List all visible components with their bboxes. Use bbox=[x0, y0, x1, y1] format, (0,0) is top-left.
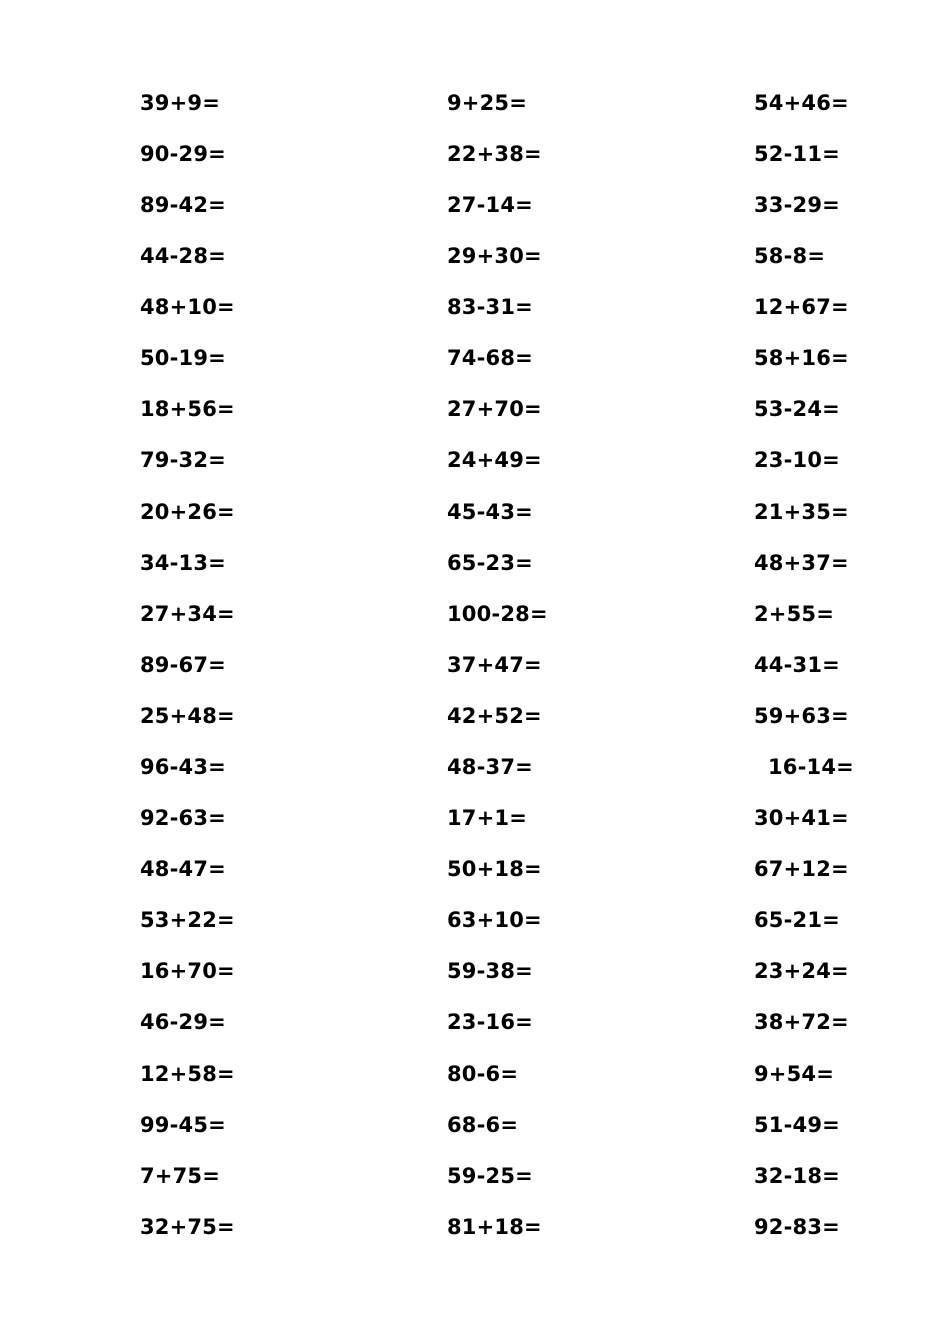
problem-row bbox=[0, 1162, 950, 1202]
problem-row bbox=[0, 957, 950, 997]
problem: 45-43= bbox=[447, 500, 533, 524]
problem: 34-13= bbox=[140, 551, 226, 575]
problem: 89-67= bbox=[140, 653, 226, 677]
problem: 65-21= bbox=[754, 908, 840, 932]
problem: 51-49= bbox=[754, 1113, 840, 1137]
problem-row bbox=[0, 446, 950, 486]
problem: 54+46= bbox=[754, 91, 849, 115]
problem-row bbox=[0, 242, 950, 282]
problem-row bbox=[0, 906, 950, 946]
problem: 23+24= bbox=[754, 959, 849, 983]
problem: 12+67= bbox=[754, 295, 849, 319]
problem: 23-10= bbox=[754, 448, 840, 472]
problem: 50+18= bbox=[447, 857, 542, 881]
problem: 37+47= bbox=[447, 653, 542, 677]
problem: 100-28= bbox=[447, 602, 548, 626]
problem: 9+54= bbox=[754, 1062, 835, 1086]
problem: 17+1= bbox=[447, 806, 528, 830]
problem-row bbox=[0, 191, 950, 231]
problem: 18+56= bbox=[140, 397, 235, 421]
problem-row bbox=[0, 1213, 950, 1253]
problem-row bbox=[0, 498, 950, 538]
problem: 53-24= bbox=[754, 397, 840, 421]
problem-row bbox=[0, 293, 950, 333]
problem-row bbox=[0, 753, 950, 793]
problem-row bbox=[0, 140, 950, 180]
problem-row bbox=[0, 89, 950, 129]
problem: 92-63= bbox=[140, 806, 226, 830]
problem: 59+63= bbox=[754, 704, 849, 728]
problem: 27+70= bbox=[447, 397, 542, 421]
problem-row bbox=[0, 395, 950, 435]
problem-row bbox=[0, 549, 950, 589]
problem: 2+55= bbox=[754, 602, 835, 626]
problem: 44-31= bbox=[754, 653, 840, 677]
problem-row bbox=[0, 1060, 950, 1100]
problem: 65-23= bbox=[447, 551, 533, 575]
problem: 9+25= bbox=[447, 91, 528, 115]
problem: 39+9= bbox=[140, 91, 221, 115]
problem: 52-11= bbox=[754, 142, 840, 166]
problem-row bbox=[0, 804, 950, 844]
problem-row bbox=[0, 855, 950, 895]
problem: 58-8= bbox=[754, 244, 826, 268]
problem: 20+26= bbox=[140, 500, 235, 524]
problem: 67+12= bbox=[754, 857, 849, 881]
problem-row bbox=[0, 344, 950, 384]
problem: 22+38= bbox=[447, 142, 542, 166]
problem: 23-16= bbox=[447, 1010, 533, 1034]
problem: 38+72= bbox=[754, 1010, 849, 1034]
problem: 81+18= bbox=[447, 1215, 542, 1239]
problem-row bbox=[0, 600, 950, 640]
problem: 50-19= bbox=[140, 346, 226, 370]
problem: 53+22= bbox=[140, 908, 235, 932]
problem: 90-29= bbox=[140, 142, 226, 166]
problem: 16-14= bbox=[768, 755, 854, 779]
problem: 33-29= bbox=[754, 193, 840, 217]
problem: 83-31= bbox=[447, 295, 533, 319]
problem: 59-38= bbox=[447, 959, 533, 983]
problem: 96-43= bbox=[140, 755, 226, 779]
problem: 99-45= bbox=[140, 1113, 226, 1137]
problem: 27-14= bbox=[447, 193, 533, 217]
problem: 58+16= bbox=[754, 346, 849, 370]
problem: 46-29= bbox=[140, 1010, 226, 1034]
problem: 48-47= bbox=[140, 857, 226, 881]
problem: 63+10= bbox=[447, 908, 542, 932]
problem: 27+34= bbox=[140, 602, 235, 626]
problem: 30+41= bbox=[754, 806, 849, 830]
problem: 48-37= bbox=[447, 755, 533, 779]
problem: 44-28= bbox=[140, 244, 226, 268]
problem: 32+75= bbox=[140, 1215, 235, 1239]
problem: 24+49= bbox=[447, 448, 542, 472]
problem: 21+35= bbox=[754, 500, 849, 524]
problem: 59-25= bbox=[447, 1164, 533, 1188]
problem: 68-6= bbox=[447, 1113, 519, 1137]
problem: 79-32= bbox=[140, 448, 226, 472]
problem: 89-42= bbox=[140, 193, 226, 217]
problem-row bbox=[0, 1008, 950, 1048]
problem-row bbox=[0, 1111, 950, 1151]
problem: 92-83= bbox=[754, 1215, 840, 1239]
problem: 12+58= bbox=[140, 1062, 235, 1086]
problem: 42+52= bbox=[447, 704, 542, 728]
problem-row bbox=[0, 702, 950, 742]
problem: 74-68= bbox=[447, 346, 533, 370]
problem: 25+48= bbox=[140, 704, 235, 728]
problem: 32-18= bbox=[754, 1164, 840, 1188]
problem: 16+70= bbox=[140, 959, 235, 983]
problem: 80-6= bbox=[447, 1062, 519, 1086]
problem: 48+10= bbox=[140, 295, 235, 319]
problem: 48+37= bbox=[754, 551, 849, 575]
problem: 29+30= bbox=[447, 244, 542, 268]
problem-row bbox=[0, 651, 950, 691]
problem: 7+75= bbox=[140, 1164, 221, 1188]
